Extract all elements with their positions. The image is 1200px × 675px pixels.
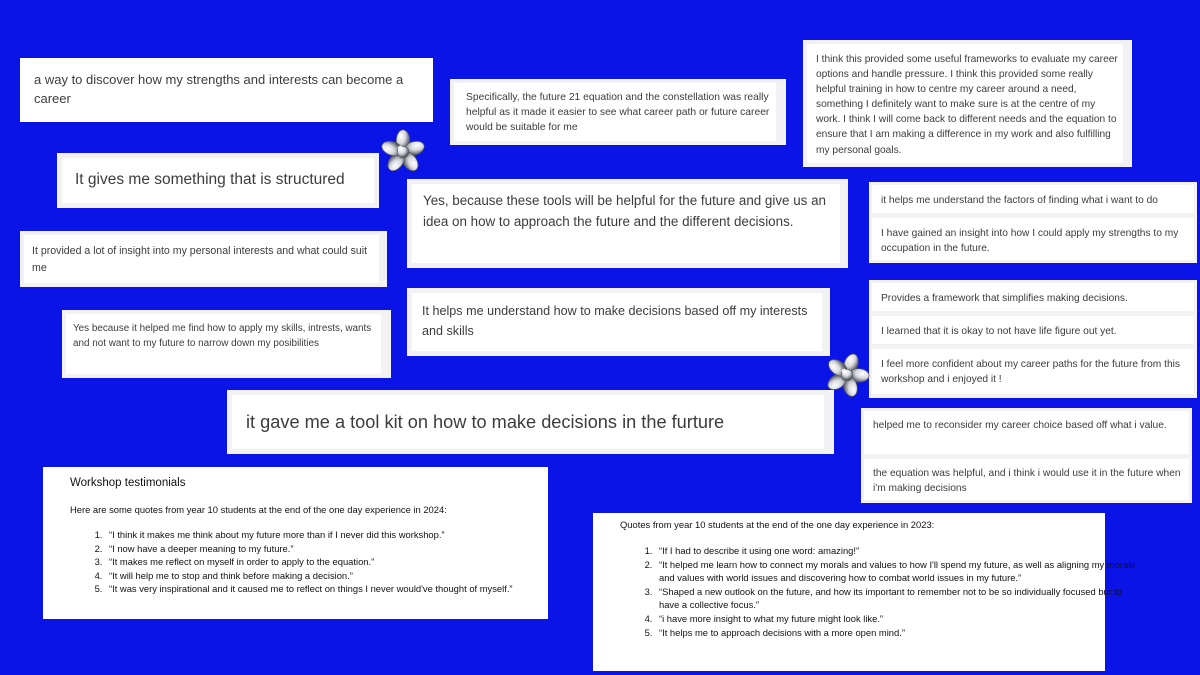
quote-list-2023 [593, 544, 1135, 639]
quote-text: I feel more confident about my career paths for the future from this workshop and i enjoyed it ! [881, 359, 1180, 385]
list-item: 4. “It will help me to stop and think before making a decision.” [105, 569, 565, 583]
list-item: 5. “It helps me to approach decisions with a more open mind.” [655, 626, 1135, 640]
list-item: 3. “Shaped a new outlook on the future, and how its important to remember not to be so individually focused but to have a collective focus.” [655, 585, 1135, 612]
quote-card-toolkit [227, 390, 834, 454]
chrome-flower-icon [823, 351, 871, 399]
quote-text: I learned that it is okay to not have life figure out yet. [881, 326, 1117, 337]
document-intro: Here are some quotes from year 10 students at the end of the one day experience in 2024: [70, 504, 447, 515]
quote-card-skills [62, 310, 391, 378]
quote-text: it gave me a tool kit on how to make decisions in the furture [246, 412, 725, 432]
list-item: 4. “i have more insight to what my future might look like.” [655, 612, 1135, 626]
quote-text: the equation was helpful, and i think i would use it in the future when i'm making decisions [873, 468, 1181, 494]
quote-card-factors [869, 182, 1197, 263]
quote-card-insight [20, 231, 387, 287]
quote-text: it helps me understand the factors of finding what i want to do [881, 195, 1158, 206]
quote-list-2024 [43, 528, 565, 596]
quote-text: Specifically, the future 21 equation and the constellation was really helpful as it made it easier to see what career path or future career would be suitable for me [466, 92, 770, 133]
quote-text: It provided a lot of insight into my personal interests and what could suit me [32, 245, 368, 274]
quote-card-decisions [407, 288, 830, 356]
document-title: Workshop testimonials [70, 477, 186, 489]
quote-card-frameworks [803, 40, 1132, 167]
quote-text: Yes, because these tools will be helpful for the future and give us an idea on how to approach the future and the different decisions. [423, 193, 826, 229]
list-item: 3. “It makes me reflect on myself in order to apply to the equation.” [105, 555, 565, 569]
chrome-flower-icon [379, 128, 427, 176]
quote-text: I have gained an insight into how I could apply my strengths to my occupation in the future. [881, 228, 1179, 254]
quote-text: a way to discover how my strengths and interests can become a career [34, 72, 404, 106]
testimonials-2023-document [593, 513, 1135, 671]
quote-text: It gives me something that is structured [75, 171, 345, 188]
quote-text: Yes because it helped me find how to apply my skills, intrests, wants and not want to my future to narrow down my posibilities [73, 323, 372, 349]
list-item: 1. “If I had to describe it using one word: amazing!” [655, 544, 1135, 558]
quote-text: helped me to reconsider my career choice based off what i value. [873, 420, 1167, 431]
quote-text: Provides a framework that simplifies making decisions. [881, 293, 1128, 304]
quote-text: I think this provided some useful frameworks to evaluate my career options and handle pressure. I think this provided some really helpful training in how to centre my career around a need, something I definitely want to make sure is at the centre of my work. I think I will come back to different needs and the equation to ensure that I am making a difference in my work and also fulfilling my personal goals. [816, 54, 1118, 156]
quote-text: It helps me understand how to make decisions based off my interests and skills [422, 304, 808, 338]
list-item: 2. “It helped me learn how to connect my morals and values to how I'll spend my future, as well as aligning my morals and values with world issues and discovering how to combat world issues in my future.” [655, 558, 1135, 585]
quote-card-strengths [20, 58, 433, 122]
quote-card-reconsider [861, 408, 1192, 503]
list-item: 1. “I think it makes me think about my future more than if I never did this workshop.” [105, 528, 565, 542]
quote-card-structured [57, 153, 379, 208]
document-intro: Quotes from year 10 students at the end of the one day experience in 2023: [620, 519, 935, 530]
quote-card-framework [869, 280, 1197, 398]
quote-card-tools-helpful [407, 179, 848, 268]
testimonials-2024-document [43, 467, 548, 619]
list-item: 5. “It was very inspirational and it caused me to reflect on things I never would've thought of myself.” [105, 582, 565, 596]
list-item: 2. “I now have a deeper meaning to my future.” [105, 542, 565, 556]
quote-card-equation [450, 79, 786, 145]
